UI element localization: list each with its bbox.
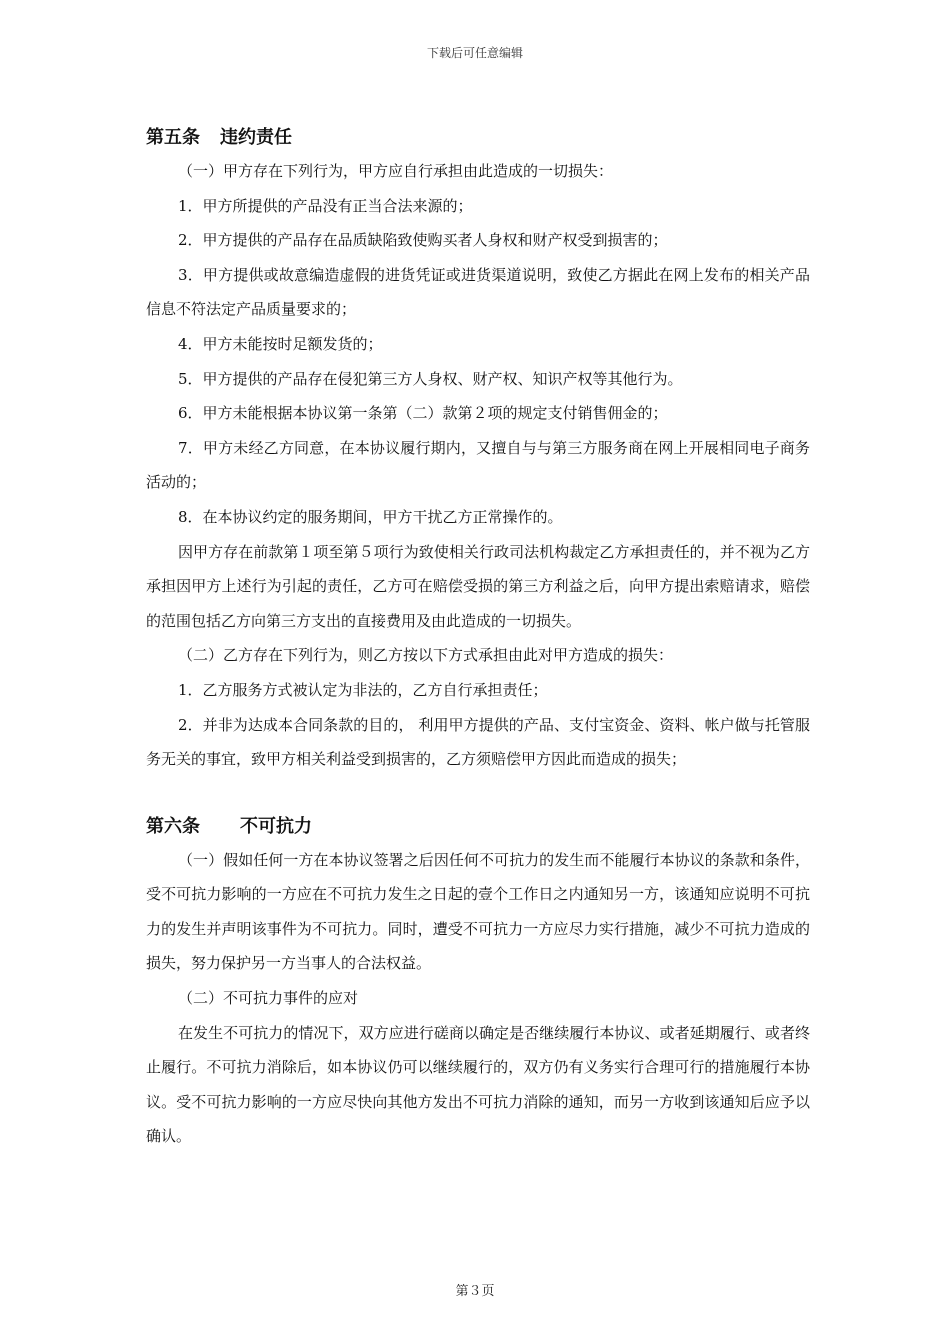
section-5-paragraph-2: 因甲方存在前款第１项至第５项行为致使相关行政司法机构裁定乙方承担责任的，并不视为乙方承担因甲方上述行为引起的责任，乙方可在赔偿受损的第三方利益之后，向甲方提出索赔请求，赔偿的范围包括乙方向第三方支出的直接费用及由此造成的一切损失。	[146, 542, 810, 630]
section-5-sub-item-2: 2．并非为达成本合同条款的目的， 利用甲方提供的产品、支付宝资金、资料、帐户做与托管服务无关的事宜，致甲方相关利益受到损害的，乙方须赔偿甲方因此而造成的损失；	[146, 715, 810, 769]
section-6-title: 不可抗力	[240, 815, 312, 837]
page-header: 下载后可任意编辑	[426, 46, 523, 60]
section-5-title: 违约责任	[220, 127, 292, 148]
section-5-heading	[146, 122, 810, 154]
document-body	[146, 122, 810, 1154]
section-6-paragraph-2: （二）不可抗力事件的应对	[178, 989, 359, 1008]
page-footer: 第３页	[455, 1284, 495, 1299]
section-5-number: 第五条	[146, 127, 200, 148]
section-5-item-8: 8．在本协议约定的服务期间，甲方干扰乙方正常操作的。	[178, 507, 563, 526]
section-5-paragraph-3: （二）乙方存在下列行为，则乙方按以下方式承担由此对甲方造成的损失：	[178, 646, 674, 665]
section-6-number: 第六条	[146, 815, 200, 837]
section-spacer	[146, 777, 810, 811]
section-5-item-4: 4．甲方未能按时足额发货的；	[178, 334, 383, 353]
section-5-item-1: 1．甲方所提供的产品没有正当合法来源的；	[178, 196, 473, 215]
section-5-sub-item-1: 1．乙方服务方式被认定为非法的，乙方自行承担责任；	[178, 680, 548, 699]
section-6-paragraph-1: （一）假如任何一方在本协议签署之后因任何不可抗力的发生而不能履行本协议的条款和条件，受不可抗力影响的一方应在不可抗力发生之日起的壹个工作日之内通知另一方，该通知应说明不可抗力的发生并声明该事件为不可抗力。同时，遭受不可抗力一方应尽力实行措施，减少不可抗力造成的损失，努力保护另一方当事人的合法权益。	[146, 850, 810, 973]
section-5-item-2: 2．甲方提供的产品存在品质缺陷致使购买者人身权和财产权受到损害的；	[178, 231, 668, 250]
section-5-item-7: 7．甲方未经乙方同意，在本协议履行期内，又擅自与与第三方服务商在网上开展相同电子商务活动的；	[146, 438, 810, 492]
section-6-paragraph-3: 在发生不可抗力的情况下，双方应进行磋商以确定是否继续履行本协议、或者延期履行、或者终止履行。不可抗力消除后，如本协议仍可以继续履行的，双方仍有义务实行合理可行的措施履行本协议。受不可抗力影响的一方应尽快向其他方发出不可抗力消除的通知，而另一方收到该通知后应予以确认。	[146, 1023, 810, 1146]
section-6-heading	[146, 811, 810, 843]
section-5-item-5: 5．甲方提供的产品存在侵犯第三方人身权、财产权、知识产权等其他行为。	[178, 369, 683, 388]
section-5-item-6: 6．甲方未能根据本协议第一条第（二）款第２项的规定支付销售佣金的；	[178, 404, 668, 423]
section-5-paragraph-1: （一）甲方存在下列行为，甲方应自行承担由此造成的一切损失：	[178, 162, 614, 180]
section-5-item-3: 3．甲方提供或故意编造虚假的进货凭证或进货渠道说明，致使乙方据此在网上发布的相关产品信息不符法定产品质量要求的；	[146, 265, 810, 319]
